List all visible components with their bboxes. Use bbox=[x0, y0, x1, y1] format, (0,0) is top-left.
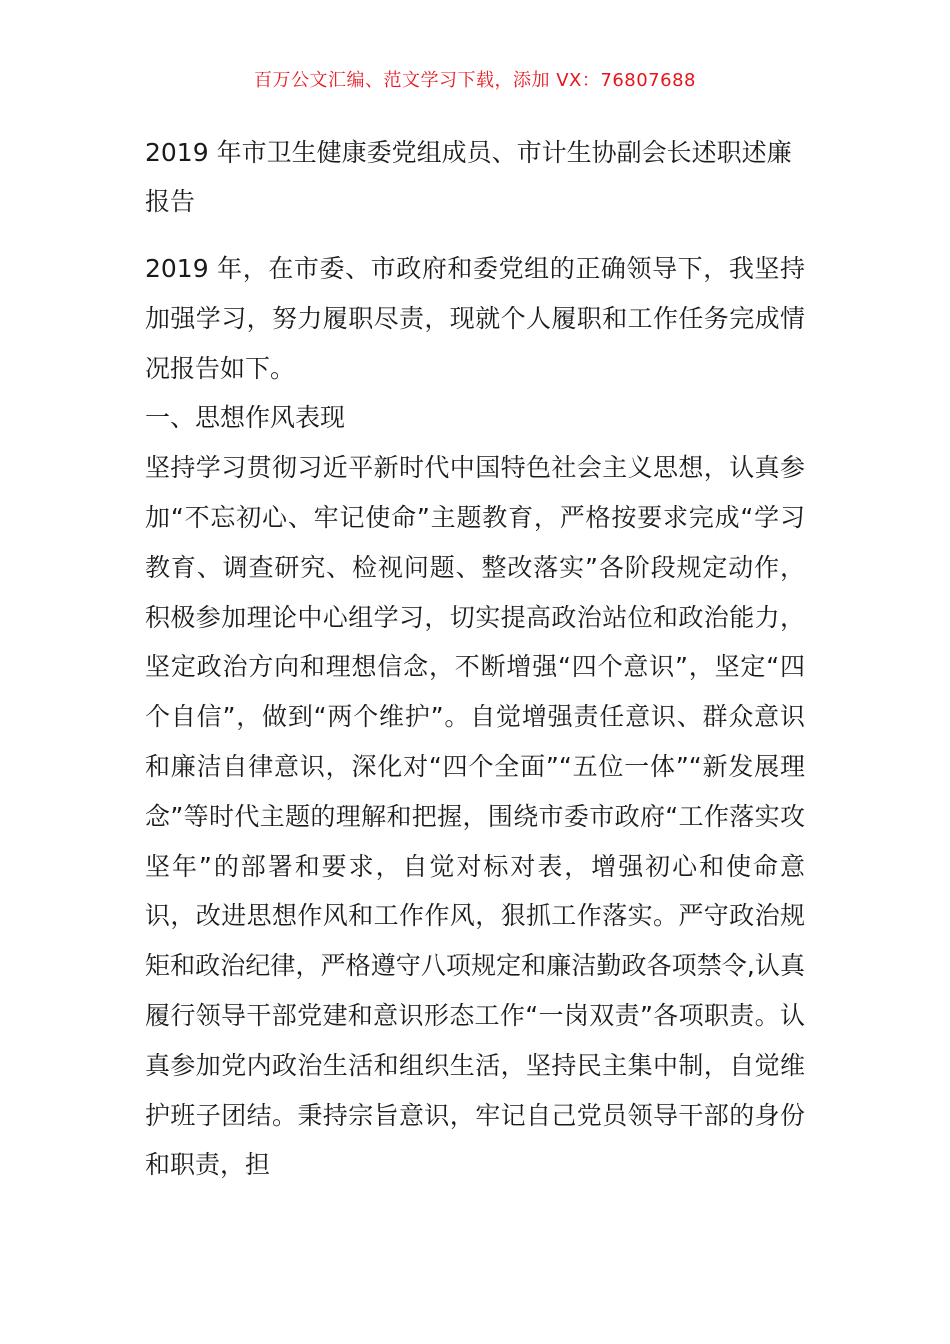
section-1-heading: 一、思想作风表现 bbox=[145, 403, 346, 433]
intro-paragraph: 2019 年，在市委、市政府和委党组的正确领导下，我坚持加强学习，努力履职尽责，现就个人履职和工作任务完成情况报告如下。 bbox=[145, 254, 805, 383]
section-1-paragraph: 坚持学习贯彻习近平新时代中国特色社会主义思想，认真参加“不忘初心、牢记使命”主题教育，严格按要求完成“学习教育、调查研究、检视问题、整改落实”各阶段规定动作，积极参加理论中心组学习，切实提高政治站位和政治能力，坚定政治方向和理想信念，不断增强“四个意识”，坚定“四个自信”，做到“两个维护”。自觉增强责任意识、群众意识和廉洁自律意识，深化对“四个全面”“五位一体”“新发展理念”等时代主题的理解和把握，围绕市委市政府“工作落实攻坚年”的部署和要求，自觉对标对表，增强初心和使命意识，改进思想作风和工作作风，狠抓工作落实。严守政治规矩和政治纪律，严格遵守八项规定和廉洁勤政各项禁令,认真履行领导干部党建和意识形态工作“一岗双责”各项职责。认真参加党内政治生活和组织生活，坚持民主集中制，自觉维护班子团结。秉持宗旨意识，牢记自己党员领导干部的身份和职责，担 bbox=[145, 453, 805, 1180]
header-watermark-note: 百万公文汇编、范文学习下载，添加 VX：76807688 bbox=[254, 70, 696, 91]
document-title: 2019 年市卫生健康委党组成员、市计生协副会长述职述廉报告 bbox=[145, 138, 792, 216]
document-body bbox=[145, 128, 805, 1190]
